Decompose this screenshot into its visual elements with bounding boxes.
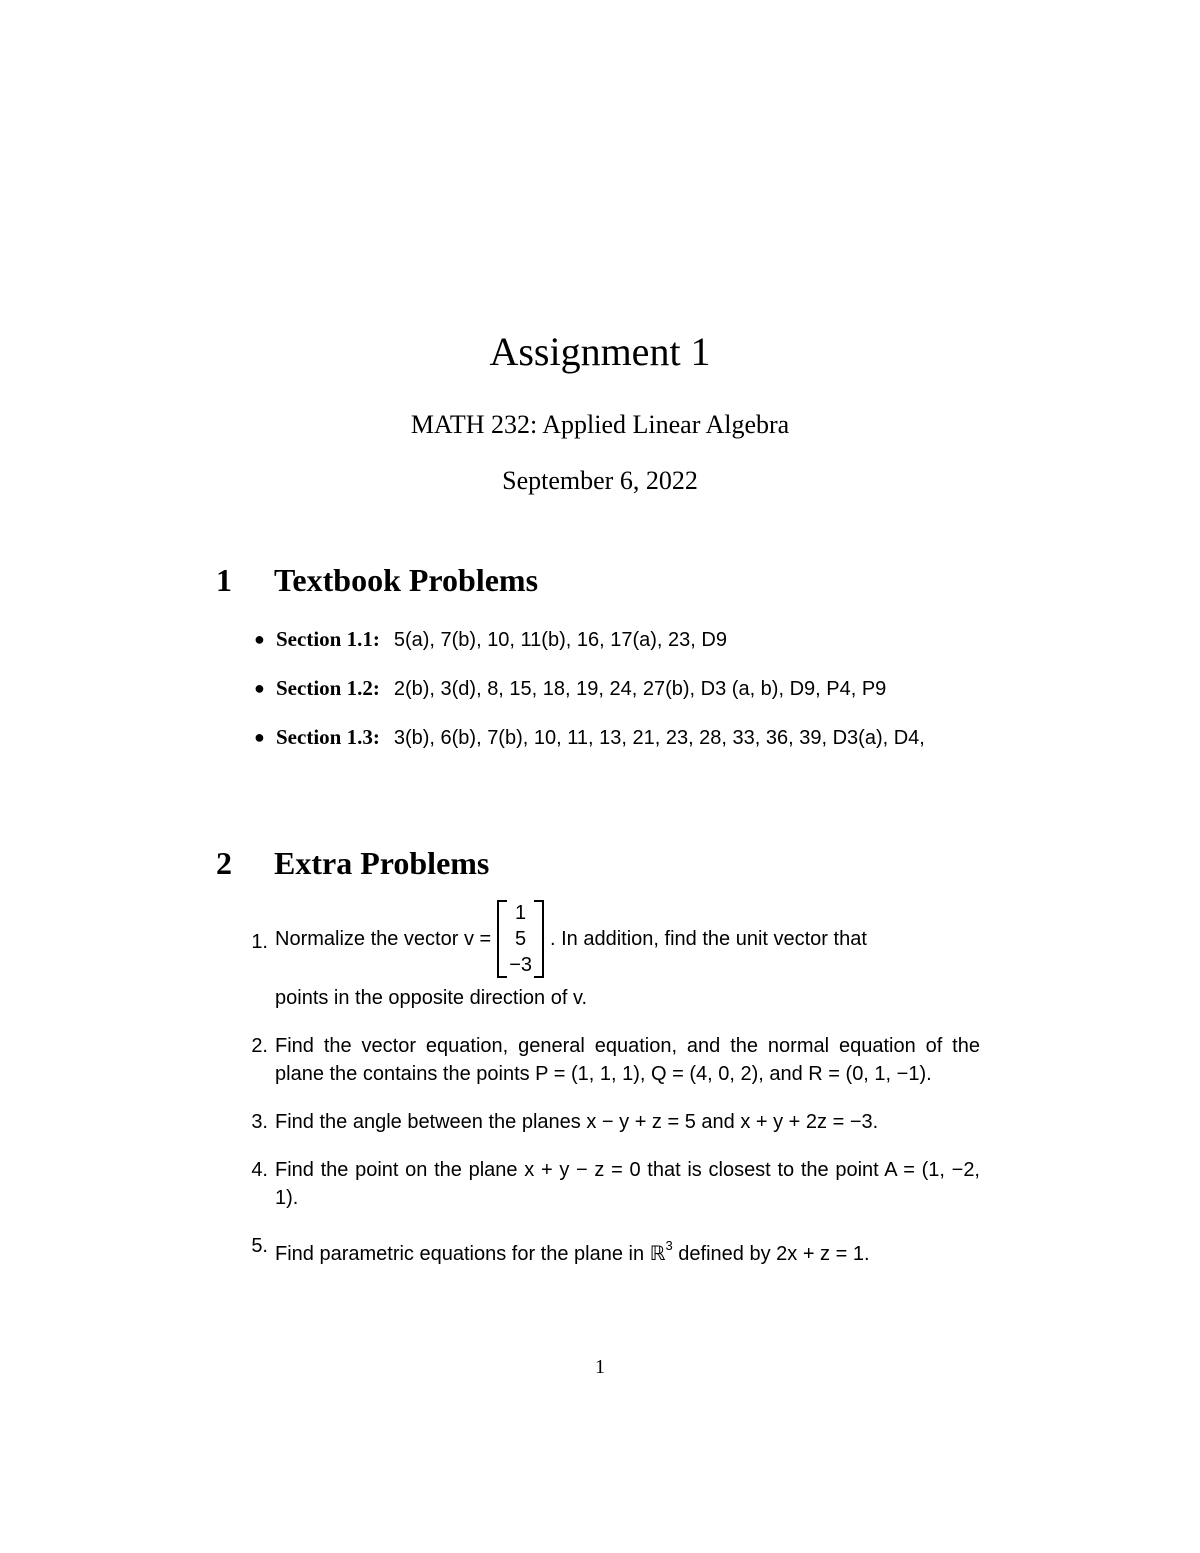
course-name: MATH 232: Applied Linear Algebra	[410, 410, 790, 439]
page-number: 1	[595, 1356, 605, 1378]
bullet-icon: ●	[254, 629, 265, 649]
list-item	[250, 626, 980, 653]
section-heading-extra	[216, 845, 489, 882]
problem-number: 5.	[251, 1235, 268, 1257]
section-title: Textbook Problems	[274, 562, 539, 598]
problem-numbers: 3(b), 6(b), 7(b), 10, 11, 13, 21, 23, 28, 33, 36, 39, D3(a), D4,	[393, 727, 925, 749]
list-item	[238, 1032, 980, 1088]
bullet-icon: ●	[254, 678, 265, 698]
list-item	[238, 1232, 980, 1268]
problem-numbers: 2(b), 3(d), 8, 15, 18, 19, 24, 27(b), D3 (a, b), D9, P4, P9	[393, 678, 887, 700]
list-item	[250, 724, 980, 751]
vector-entry: −3	[509, 954, 533, 976]
list-item	[238, 900, 980, 1012]
list-item	[250, 675, 980, 702]
problem-number: 4.	[251, 1159, 268, 1181]
problem-number: 2.	[251, 1035, 268, 1057]
textbook-problem-list	[250, 626, 980, 751]
problem-text-continued: points in the opposite direction of v.	[275, 987, 588, 1009]
section-number: 1	[216, 562, 232, 598]
column-vector	[497, 900, 544, 978]
problem-numbers: 5(a), 7(b), 10, 11(b), 16, 17(a), 23, D9	[393, 629, 727, 651]
section-number: 2	[216, 845, 232, 881]
problem-number: 1.	[251, 931, 268, 953]
problem-text	[275, 900, 980, 978]
problem-text: Find the vector equation, general equation, and the normal equation of the plane the contains the points P = (1, 1, 1), Q = (4, 0, 2), and R = (0, 1, −1).	[275, 1035, 980, 1085]
list-item	[238, 1156, 980, 1212]
superscript: 3	[665, 1238, 673, 1253]
assignment-date: September 6, 2022	[502, 466, 698, 495]
list-item	[238, 1108, 980, 1136]
document-title: Assignment 1	[489, 329, 711, 374]
vector-entry: 1	[515, 902, 527, 924]
problem-text-start: Find parametric equations for the plane in ℝ	[275, 1243, 666, 1265]
problem-text-end: . In addition, find the unit vector that	[550, 928, 867, 950]
section-heading-textbook	[216, 562, 538, 599]
bullet-icon: ●	[254, 727, 265, 747]
section-title: Extra Problems	[274, 845, 490, 881]
problem-text	[275, 1232, 980, 1268]
vector-entry: 5	[515, 928, 527, 950]
problem-text: Find the angle between the planes x − y + z = 5 and x + y + 2z = −3.	[275, 1111, 879, 1133]
problem-number: 3.	[251, 1111, 268, 1133]
problem-text-end: defined by 2x + z = 1.	[672, 1243, 870, 1265]
problem-text: Find the point on the plane x + y − z = 0 that is closest to the point A = (1, −2, 1).	[275, 1159, 980, 1209]
section-label: Section 1.2:	[276, 676, 380, 700]
section-label: Section 1.1:	[276, 627, 380, 651]
extra-problem-list	[238, 900, 980, 1268]
problem-text-start: Normalize the vector v =	[275, 928, 492, 950]
section-label: Section 1.3:	[276, 725, 380, 749]
